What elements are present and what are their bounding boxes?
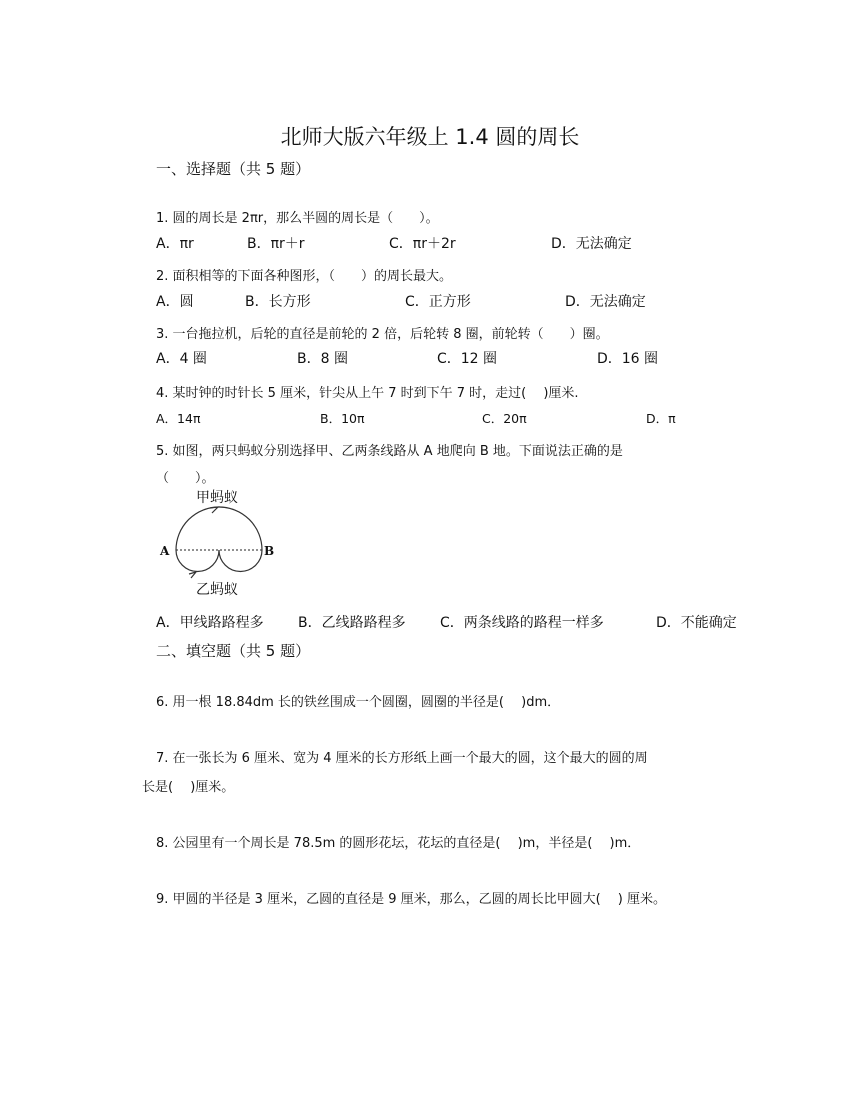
section-heading-fill: 二、填空题（共 5 题）: [156, 642, 311, 660]
question-2-option-b: B．长方形: [245, 294, 311, 310]
route-bottom-arrow: [189, 572, 196, 578]
ant-route-figure: [156, 486, 286, 598]
question-6-text: 6. 用一根 18.84dm 长的铁丝围成一个圆圈，圆圈的半径是( )dm．: [156, 695, 561, 710]
route-top-arc: [176, 507, 262, 550]
question-3-option-a: A．4 圈: [156, 351, 207, 367]
question-2-text: 2. 面积相等的下面各种图形，（ ）的周长最大。: [156, 269, 453, 284]
question-7-text-line-1: 7. 在一张长为 6 厘米、宽为 4 厘米的长方形纸上画一个最大的圆，这个最大的圆的周: [156, 751, 648, 766]
figure-point-b: B: [264, 544, 275, 558]
question-3-option-b: B．8 圈: [297, 351, 348, 367]
question-5-option-c: C．两条线路的路程一样多: [440, 615, 604, 631]
question-1-option-a: A．πr: [156, 236, 194, 252]
question-4-option-a: A．14π: [156, 411, 201, 426]
question-4-option-d: D．π: [646, 411, 676, 426]
section-heading-choice: 一、选择题（共 5 题）: [156, 160, 311, 178]
route-top-arrow: [210, 507, 218, 513]
figure-label-top: 甲蚂蚁: [196, 490, 238, 506]
question-5-option-a: A．甲线路路程多: [156, 615, 264, 631]
page-title: 北师大版六年级上 1.4 圆的周长: [280, 125, 580, 149]
question-5-text-line-2: （ ）。: [156, 471, 215, 486]
question-1-text: 1. 圆的周长是 2πr，那么半圆的周长是（ ）。: [156, 211, 439, 226]
question-3-option-d: D．16 圈: [597, 351, 659, 367]
question-1-option-c: C．πr＋2r: [389, 236, 456, 252]
figure-point-a: A: [160, 544, 170, 558]
question-3-text: 3. 一台拖拉机，后轮的直径是前轮的 2 倍，后轮转 8 圈，前轮转（ ）圈。: [156, 327, 609, 342]
question-7-text-line-2: 长是( )厘米。: [142, 780, 235, 795]
route-bottom-arc-left: [176, 550, 219, 572]
route-bottom-arc-right: [219, 550, 262, 572]
question-3-option-c: C．12 圈: [437, 351, 498, 367]
question-9-text: 9. 甲圆的半径是 3 厘米，乙圆的直径是 9 厘米，那么，乙圆的周长比甲圆大( ) 厘米。: [156, 892, 667, 907]
question-5-option-b: B．乙线路路程多: [298, 615, 406, 631]
question-1-option-b: B．πr＋r: [247, 236, 305, 252]
question-2-option-c: C．正方形: [405, 294, 471, 310]
question-1-option-d: D．无法确定: [551, 236, 632, 252]
question-4-option-b: B．10π: [320, 411, 365, 426]
question-4-text: 4. 某时钟的时针长 5 厘米，针尖从上午 7 时到下午 7 时，走过( )厘米.: [156, 386, 579, 401]
question-2-option-a: A．圆: [156, 294, 194, 310]
figure-label-bottom: 乙蚂蚁: [196, 582, 238, 598]
question-4-option-c: C．20π: [482, 411, 527, 426]
question-5-text-line-1: 5. 如图，两只蚂蚁分别选择甲、乙两条线路从 A 地爬向 B 地。下面说法正确的是: [156, 444, 623, 459]
question-8-text: 8. 公园里有一个周长是 78.5m 的圆形花坛，花坛的直径是( )m，半径是( )m．: [156, 836, 641, 851]
question-2-option-d: D．无法确定: [565, 294, 646, 310]
question-5-option-d: D．不能确定: [656, 615, 737, 631]
